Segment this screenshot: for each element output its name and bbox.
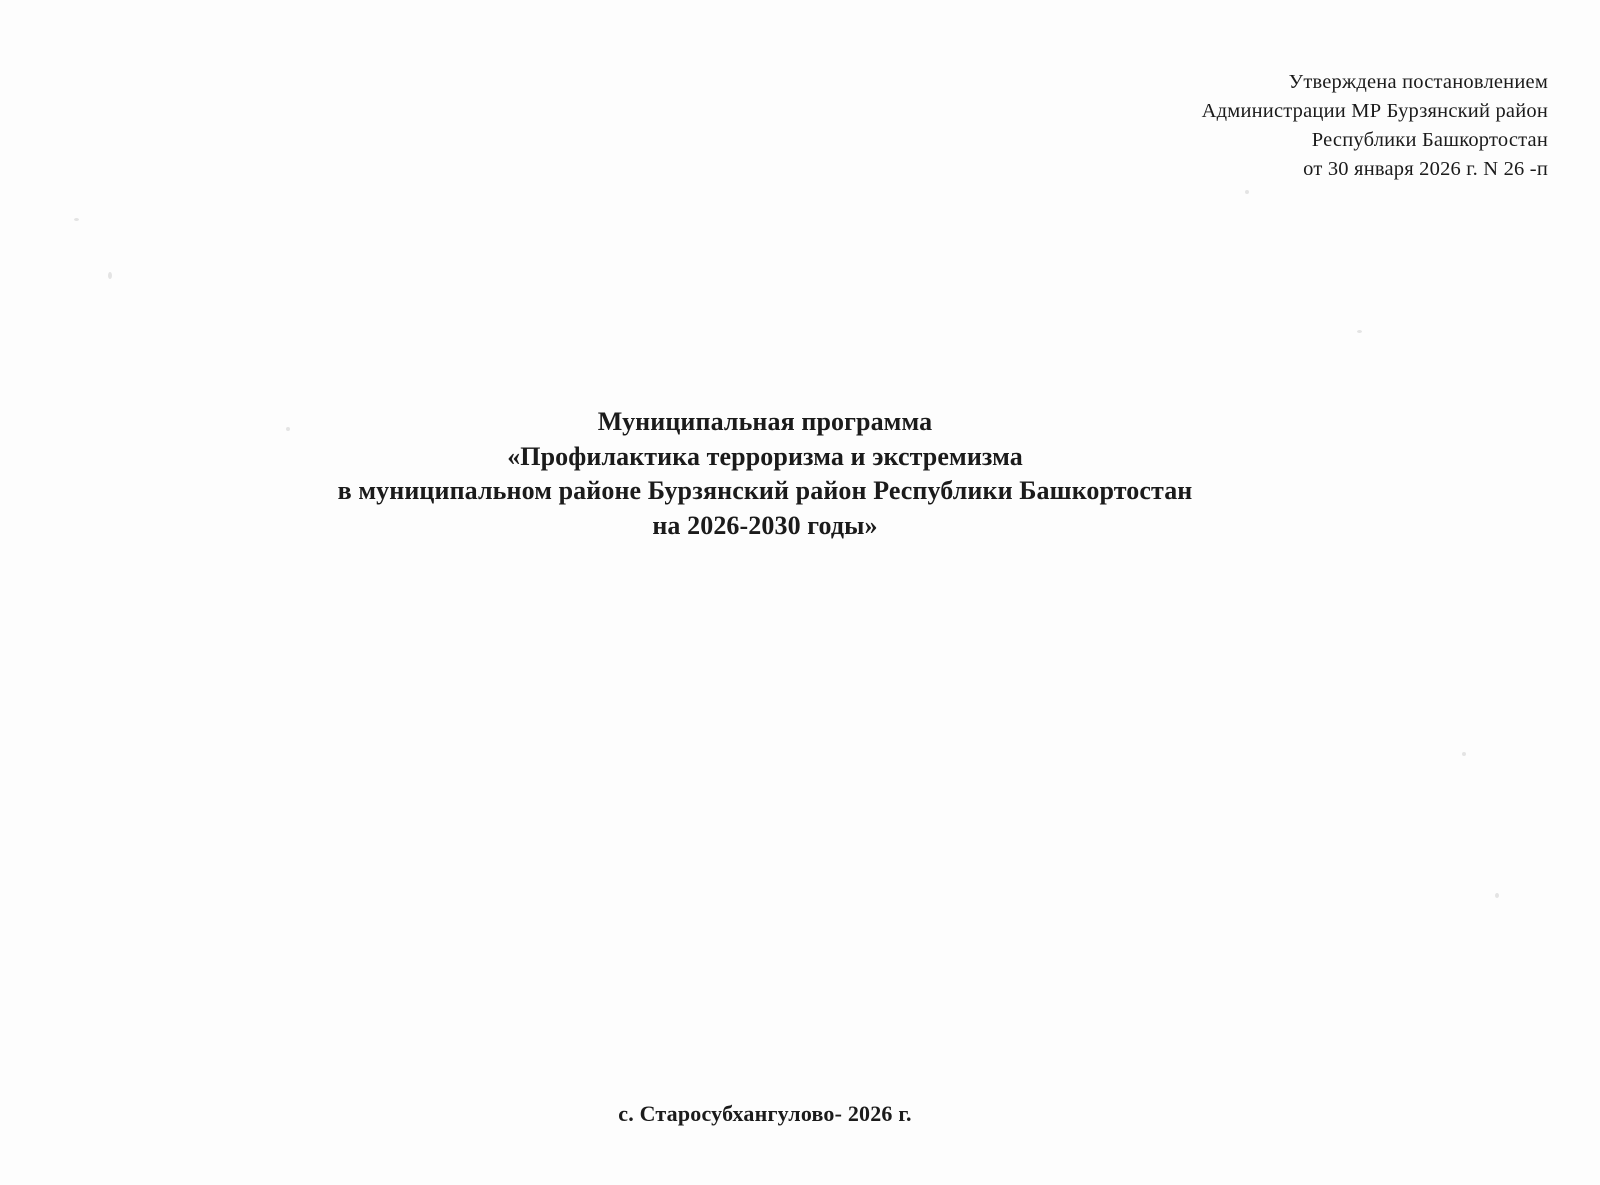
approval-note (1088, 68, 1548, 184)
scan-speck (1462, 752, 1466, 756)
title-line-4: на 2026-2030 годы» (652, 510, 878, 540)
scan-speck (74, 218, 79, 221)
title-line-1: Муниципальная программа (597, 407, 933, 436)
approval-line-1: Утверждена постановлением (1288, 71, 1548, 93)
title-line-2: «Профилактика терроризма и экстремизма (507, 441, 1023, 471)
title-line-3: в муниципальном районе Бурзянский район Республики Башкортостан (337, 476, 1193, 506)
document-footer: с. Старосубхангулово- 2026 г. (618, 1101, 912, 1126)
scan-speck (1245, 190, 1249, 194)
scan-speck (108, 272, 112, 279)
approval-line-2: Администрации МР Бурзянский район (1201, 100, 1548, 123)
scan-speck (1357, 330, 1362, 333)
approval-line-3: Республики Башкортостан (1311, 129, 1548, 152)
page-title (0, 405, 1530, 543)
approval-line-4: от 30 января 2026 г. N 26 -п (1303, 158, 1548, 181)
scan-speck (1495, 893, 1499, 898)
